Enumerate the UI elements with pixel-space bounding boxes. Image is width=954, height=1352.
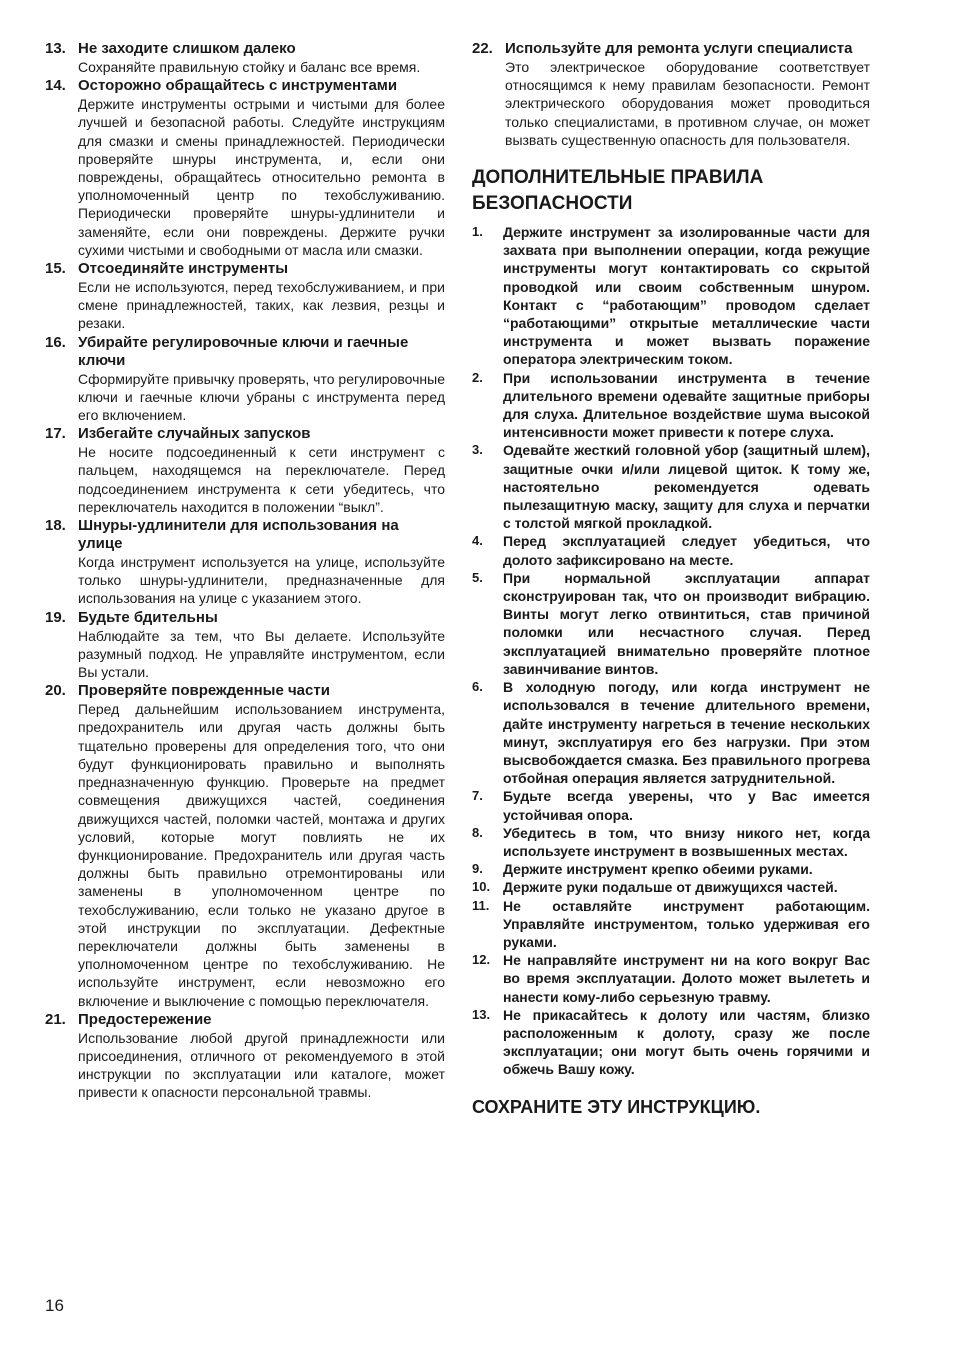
item-text: Перед эксплуатацией следует убедиться, что долото зафиксировано на месте. [503,533,870,568]
rule-item-14 [45,77,445,259]
item-text: При нормальной эксплуатации аппарат сконструирован так, что он производит вибрацию. Винты могут легко отвинтиться, став причиной поломки или несчастного случая. Перед эксплуатацией внимательно проверяйте плотное завинчивание винтов. [503,569,870,677]
item-number: 11. [472,897,490,913]
item-number: 5. [472,569,483,585]
rule-item-19 [45,609,445,682]
item-text: Не направляйте инструмент ни на кого вокруг Вас во время эксплуатации. Долото может вылететь и нанести кому-либо серьезную травму. [503,952,870,1005]
item-text: Не прикасайтесь к долоту или частям, близко расположенным к долоту, сразу же после эксплуатации; они могут быть очень горячими и обжечь Вашу кожу. [503,1006,870,1078]
item-text: Перед дальнейшим использованием инструмента, предохранитель или другая часть должны быть тщательно проверены для определения того, что они будут функционировать правильно и выполнять предназначенную функцию. Проверьте на предмет совмещения движущихся частей, соединения движущихся частей, поломки частей, монтажа и других условий, которые могут повлиять не их функционирование. Предохранитель или другая часть должны быть правильно отремонтированы или заменены в уполномоченном центре по техобслуживанию, если только не указано другое в этой инструкции по эксплуатации. Дефектные переключатели должны быть заменены в уполномоченном центре по техобслуживанию. Не используйте инструмент, если невозможно его включение и выключение с помощью переключателя. [78,701,445,1009]
item-number: 20. [45,682,66,700]
item-text: Держите инструменты острыми и чистыми для более лучшей и безопасной работы. Следуйте инструкциям для смазки и смены принадлежностей. Периодически проверяйте шнуры инструмента, и, если они повреждены, обращайтесь относительно ремонта в уполномоченный центр по техобслуживанию. Периодически проверяйте шнуры-удлинители и заменяйте, если они повреждены. Держите ручки сухими чистыми и свободными от масла или смазки. [78,96,445,258]
item-text: Одевайте жесткий головной убор (защитный шлем), защитные очки и/или лицевой щиток. К тому же, настоятельно рекомендуется одевать пылезащитную маску, защиту для слуха и перчатки с толстой мягкой прокладкой. [503,442,870,532]
item-text: Наблюдайте за тем, что Вы делаете. Используйте разумный подход. Не управляйте инструментом, если Вы устали. [78,627,445,681]
safety-item-3 [472,441,870,532]
item-number: 22. [472,40,493,57]
item-number: 19. [45,608,66,626]
item-text: Убедитесь в том, что внизу никого нет, когда используете инструмент в возвышенных местах. [503,824,870,859]
safety-item-12 [472,951,870,1006]
safety-item-9 [472,860,870,878]
safety-item-7 [472,787,870,823]
item-number: 15. [45,260,66,278]
item-number: 13. [45,40,66,57]
safety-item-6 [472,678,870,787]
safety-item-4 [472,532,870,568]
item-text: Не носите подсоединенный к сети инструмент с пальцем, находящемся на переключателе. Перед подсоединением инструмента к сети убедитесь, что переключатель находится в положении “выкл”. [78,444,445,515]
rule-item-17 [45,425,445,516]
safety-item-11 [472,897,870,952]
item-number: 16. [45,333,66,351]
item-title: Отсоединяйте инструменты [78,260,289,278]
item-number: 8. [472,824,483,840]
item-text: Держите руки подальше от движущихся частей. [503,879,838,896]
item-number: 7. [472,788,483,804]
safety-item-10 [472,878,870,896]
item-number: 12. [472,952,491,968]
item-title: Осторожно обращайтесь с инструментами [78,77,398,95]
item-title: Предостережение [78,1010,212,1028]
item-text: Не оставляйте инструмент работающим. Управляйте инструментом, только удерживая его руками. [503,897,870,950]
item-text: Сформируйте привычку проверять, что регулировочные ключи и гаечные ключи убраны с инструмента перед его включением. [78,370,445,424]
item-number: 18. [45,517,66,535]
item-title: Не заходите слишком далеко [78,40,296,57]
item-number: 2. [472,369,483,385]
save-instructions-title: СОХРАНИТЕ ЭТУ ИНСТРУКЦИЮ. [472,1096,761,1117]
safety-item-2 [472,369,870,442]
item-text: Это электрическое оборудование соответствует относящимся к нему правилам безопасности. Ремонт электрического оборудования может проводиться только специалистами, в противном случае, он может вызвать существенную опасность для пользователя. [505,59,870,148]
item-title: Будьте бдительны [78,608,218,626]
item-text: Когда инструмент используется на улице, используйте только шнуры-удлинители, предназначенные для использования на улице с указанием этого. [78,554,445,607]
item-number: 14. [45,77,66,95]
item-text: Сохраняйте правильную стойку и баланс все время. [78,59,421,75]
rule-item-21 [45,1011,445,1102]
item-title: Убирайте регулировочные ключи и гаечные ключи [78,333,409,369]
item-text: Держите инструмент за изолированные части для захвата при выполнении операции, когда режущие инструменты могут контактировать со скрытой проводкой или своим собственным шнуром. Контакт с “работающим” проводом сделает “работающими” открытые металлические части инструмента и может вызвать поражение оператора электрическим током. [503,224,870,368]
item-number: 13. [472,1006,491,1022]
item-title: Шнуры-удлинители для использования на улице [78,517,399,553]
item-number: 3. [472,442,483,458]
rule-item-13 [45,40,445,76]
safety-item-1 [472,223,870,369]
item-number: 17. [45,425,66,443]
left-column [45,40,445,1103]
item-text: При использовании инструмента в течение длительного времени одевайте защитные приборы для слуха. Длительное воздействие шума высокой интенсивности может привести к потере слуха. [503,369,870,441]
right-column [472,40,870,1119]
item-number: 10. [472,879,491,895]
item-number: 21. [45,1010,66,1028]
item-text: Если не используются, перед техобслуживанием, и при смене принадлежностей, таких, как лезвия, резцы и резаки. [78,279,445,332]
item-text: В холодную погоду, или когда инструмент не использовался в течение длительного времени, дайте инструменту нагреться в течение нескольких минут, эксплуатируя его без нагрузки. При этом высвобождается смазка. Без правильного прогрева отбойная операция является затруднительной. [503,679,870,787]
page-number: 16 [45,1296,64,1315]
rule-item-22 [472,40,870,149]
item-text: Использование любой другой принадлежности или присоединения, отличного от рекомендуемого в этой инструкции по эксплуатации или каталоге, может привести к опасности персональной травмы. [78,1029,445,1101]
item-text: Держите инструмент крепко обеими руками. [503,861,813,878]
item-number: 9. [472,861,483,877]
section-title: ДОПОЛНИТЕЛЬНЫЕ ПРАВИЛА БЕЗОПАСНОСТИ [472,167,764,215]
rule-item-15 [45,260,445,333]
rule-item-20 [45,682,445,1009]
rule-item-16 [45,334,445,425]
item-text: Будьте всегда уверены, что у Вас имеется устойчивая опора. [503,788,870,823]
rule-item-18 [45,517,445,608]
item-title: Проверяйте поврежденные части [78,682,330,700]
safety-item-8 [472,824,870,860]
item-number: 4. [472,533,483,549]
safety-item-13 [472,1006,870,1079]
item-number: 6. [472,679,483,695]
safety-item-5 [472,569,870,678]
item-title: Используйте для ремонта услуги специалиста [505,40,853,57]
item-title: Избегайте случайных запусков [78,425,311,443]
item-number: 1. [472,224,483,240]
